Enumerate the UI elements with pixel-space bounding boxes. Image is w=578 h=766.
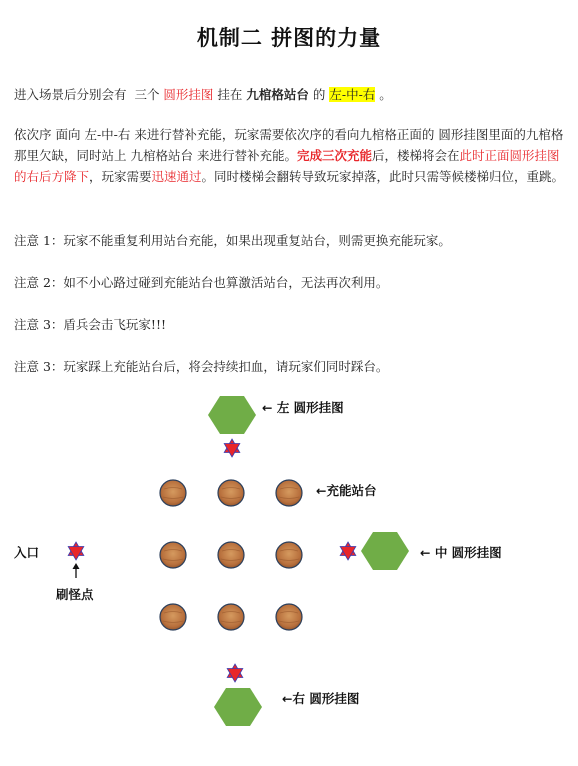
- left-star-icon: [224, 439, 240, 457]
- page-title: 机制二 拼图的力量: [196, 26, 382, 50]
- desc-text-3: ，玩家需要: [89, 169, 152, 184]
- description-paragraph: [14, 124, 568, 187]
- desc-text-1: 依次序 面向 左-中-右 来进行替补充能，玩家需要依次序的看向九棺格正面的 圆形挂图里面的九棺格那里欠缺，同时站上 九棺格站台 来进行替补充能。: [14, 127, 564, 163]
- label-middle-circle-map: ← 中 圆形挂图: [420, 545, 502, 560]
- spawn-star-icon: [68, 542, 84, 560]
- label-right-circle-map: ←右 圆形挂图: [282, 691, 360, 706]
- desc-pass-quickly: 迅速通过: [151, 169, 202, 184]
- left-circle-map-hexagon: [208, 396, 256, 434]
- spawn-arrow-icon: [73, 563, 80, 578]
- platform-2: [218, 480, 244, 506]
- intro-circle-map: 圆形挂图: [163, 87, 214, 102]
- note-4: 注意 3：玩家踩上充能站台后，将会持续扣血，请玩家们同时踩台。: [14, 359, 389, 374]
- middle-star-icon: [340, 542, 356, 560]
- platform-8: [218, 604, 244, 630]
- platform-5: [218, 542, 244, 568]
- label-spawn-point: 刷怪点: [56, 587, 94, 602]
- platform-3: [276, 480, 302, 506]
- right-circle-map-hexagon: [214, 688, 262, 726]
- middle-circle-map-hexagon: [361, 532, 409, 570]
- platform-1: [160, 480, 186, 506]
- note-2: 注意 2：如不小心路过碰到充能站台也算激活站台，无法再次利用。: [14, 275, 389, 290]
- desc-complete-charges: 完成三次充能: [296, 148, 372, 163]
- platform-6: [276, 542, 302, 568]
- desc-text-2: 后，楼梯将会在: [371, 148, 460, 163]
- intro-paragraph: [14, 84, 568, 105]
- intro-platform: 九棺格站台: [246, 87, 309, 102]
- layout-diagram: [0, 380, 578, 766]
- intro-text-1: 进入场景后分别会有 三个: [14, 87, 164, 102]
- label-entrance: 入口: [14, 545, 40, 560]
- right-star-icon: [227, 664, 243, 682]
- intro-positions: 左-中-右: [329, 87, 376, 102]
- platform-grid: [160, 480, 302, 630]
- label-charging-platform: ←充能站台: [316, 483, 377, 498]
- intro-text-4: 。: [375, 87, 392, 102]
- label-left-circle-map: ← 左 圆形挂图: [262, 400, 344, 415]
- platform-7: [160, 604, 186, 630]
- intro-text-2: 挂在: [213, 87, 247, 102]
- desc-stair-location: 此时正面圆形挂图的右后方降下: [14, 148, 560, 184]
- note-3: 注意 3：盾兵会击飞玩家!!!: [14, 317, 166, 332]
- platform-9: [276, 604, 302, 630]
- desc-text-4: 。同时楼梯会翻转导致玩家掉落，此时只需等候楼梯归位，重跳。: [201, 169, 565, 184]
- platform-4: [160, 542, 186, 568]
- intro-text-3: 的: [308, 87, 330, 102]
- note-1: 注意 1：玩家不能重复利用站台充能，如果出现重复站台，则需更换充能玩家。: [14, 233, 451, 248]
